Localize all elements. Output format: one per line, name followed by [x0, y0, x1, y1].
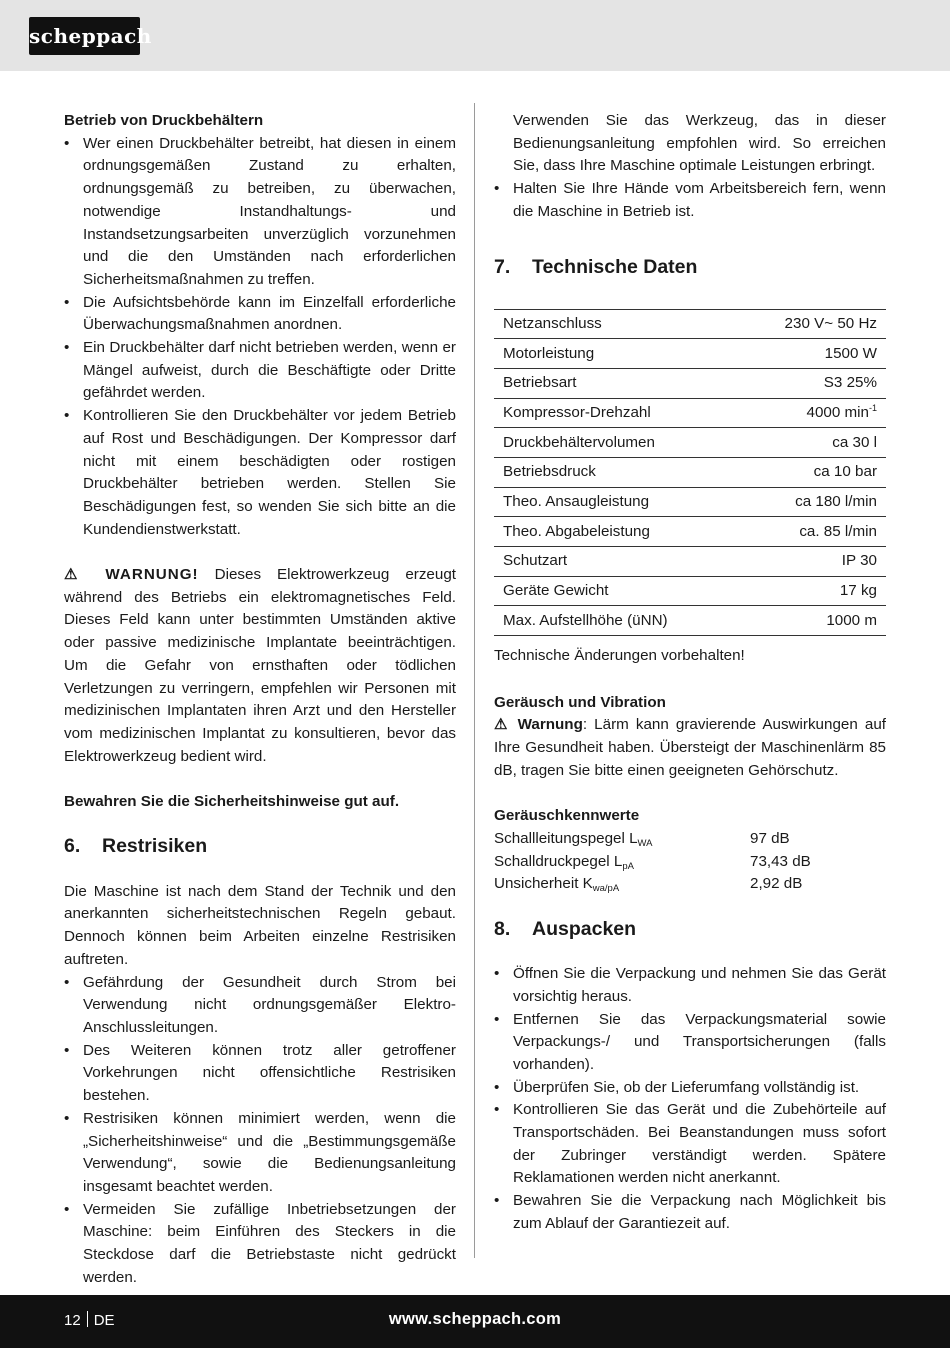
- tech-data-value: [738, 576, 886, 606]
- right-column: [494, 110, 886, 1236]
- tech-data-label: Betriebsdruck: [494, 457, 738, 487]
- tech-data-label: Max. Aufstellhöhe (üNN): [494, 606, 738, 636]
- tech-data-label: Geräte Gewicht: [494, 576, 738, 606]
- warning-label: Warnung: [517, 716, 583, 734]
- language-code: DE: [93, 1312, 115, 1329]
- left-column: [64, 110, 456, 1289]
- list-item: • Ein Druckbehälter darf nicht betrieben werden, wenn er Mängel aufweist, durch die Beschäftigte oder Dritte gefährdet werden.: [64, 337, 456, 405]
- tech-data-label: Netzanschluss: [494, 309, 738, 339]
- section-title: Auspacken: [532, 918, 637, 941]
- tech-data-value: [738, 368, 886, 398]
- tech-data-row: [494, 487, 886, 517]
- page-footer: [0, 1295, 950, 1348]
- warning-triangle-icon: ⚠: [494, 716, 518, 734]
- noise-values-title: Geräuschkennwerte: [494, 807, 640, 825]
- list-item: • Kontrollieren Sie das Gerät und die Zubehörteile auf Transportschäden. Bei Beanstandungen muss sofort der Zubringer verständigt werden. Spätere Reklamationen werden nicht anerkannt.: [494, 1099, 886, 1190]
- warning-triangle-icon: ⚠: [64, 566, 106, 584]
- tech-data-value: [738, 398, 886, 428]
- noise-value: 2,92 dB: [750, 875, 803, 893]
- list-item: • Kontrollieren Sie den Druckbehälter vor jedem Betrieb auf Rost und Beschädigungen. Der Kompressor darf nicht mit einem beschädigten oder rostigen Druckbehälter betrieben werden. Stellen Sie Beschädigungen fest, so wenden Sie sich bitte an die Kundendienstwerkstatt.: [64, 405, 456, 541]
- noise-value-label: [494, 851, 750, 874]
- noise-value-label: [494, 873, 750, 896]
- page-number-value: 12: [64, 1312, 81, 1329]
- value-text: 230 V~ 50 Hz: [784, 314, 877, 332]
- value-text: ca. 85 l/min: [799, 522, 877, 540]
- website-link[interactable]: www.scheppach.com: [388, 1310, 562, 1328]
- tech-data-row: [494, 576, 886, 606]
- section-6-intro: Die Maschine ist nach dem Stand der Technik und den anerkannten sicherheitstechnischen Regeln gebaut. Dennoch können beim Arbeiten einzelne Restrisiken auftreten.: [64, 882, 456, 968]
- tech-data-label: Kompressor-Drehzahl: [494, 398, 738, 428]
- list-item: • Des Weiteren können trotz aller getroffener Vorkehrungen nicht offensichtliche Restrisiken bestehen.: [64, 1040, 456, 1108]
- section-6-heading: [64, 833, 456, 859]
- continued-list: [494, 110, 886, 224]
- label-subscript: WA: [637, 837, 653, 849]
- noise-value-row: [494, 851, 886, 874]
- tech-data-label: Theo. Ansaugleistung: [494, 487, 738, 517]
- tech-data-row: [494, 428, 886, 458]
- tech-data-label: Theo. Abgabeleistung: [494, 517, 738, 547]
- noise-value-row: [494, 873, 886, 896]
- value-superscript: -1: [868, 402, 877, 413]
- tech-data-row: [494, 398, 886, 428]
- brand-logo: scheppach: [29, 17, 140, 55]
- noise-value-label: [494, 828, 750, 851]
- tech-data-row: [494, 517, 886, 547]
- tech-data-row: [494, 606, 886, 636]
- value-text: ca 180 l/min: [795, 492, 877, 510]
- tech-data-value: [738, 339, 886, 369]
- warning-text: Dieses Elektrowerkzeug erzeugt während des Betriebs ein elektromagnetisches Feld. Dieses Feld kann unter bestimmten Umständen aktive oder passive medizinische Implantate beeinträchtigen. Um die Gefahr von ernsthaften oder tödlichen Verletzungen zu verringern, empfehlen wir Personen mit medizinischen Implantaten ihren Arzt und den Hersteller vom medizinischen Implantat zu konsultieren, bevor das Elektrowerkzeug bedient wird.: [64, 566, 456, 765]
- tech-data-row: [494, 339, 886, 369]
- list-item: • Halten Sie Ihre Hände vom Arbeitsbereich fern, wenn die Maschine in Betrieb ist.: [494, 178, 886, 223]
- pressure-list: [64, 133, 456, 542]
- value-text: 1500 W: [824, 344, 877, 362]
- section-title: Technische Daten: [532, 255, 698, 278]
- emf-warning: [64, 564, 456, 768]
- column-divider: [474, 103, 475, 1258]
- value-text: IP 30: [841, 552, 877, 570]
- unpacking-list: [494, 963, 886, 1235]
- noise-value-row: [494, 828, 886, 851]
- section-number: 8.: [494, 918, 511, 941]
- list-item: • Die Aufsichtsbehörde kann im Einzelfall erforderliche Überwachungsmaßnahmen anordnen.: [64, 292, 456, 337]
- tech-changes-note: Technische Änderungen vorbehalten!: [494, 647, 745, 665]
- keep-instructions-notice: Bewahren Sie die Sicherheitshinweise gut auf.: [64, 793, 400, 811]
- tech-data-label: Motorleistung: [494, 339, 738, 369]
- tech-data-value: [738, 309, 886, 339]
- section-8-heading: [494, 916, 886, 942]
- label-subscript: wa/pA: [592, 883, 620, 895]
- tech-data-value: [738, 547, 886, 577]
- label-text: Schalldruckpegel L: [494, 852, 623, 870]
- value-text: 17 kg: [839, 582, 877, 600]
- tech-data-label: Druckbehältervolumen: [494, 428, 738, 458]
- label-text: Schallleitungspegel L: [494, 829, 638, 847]
- noise-warning: [494, 714, 886, 782]
- tech-data-value: [738, 606, 886, 636]
- tech-data-row: [494, 547, 886, 577]
- warning-text: : Lärm kann gravierende Auswirkungen auf Ihre Gesundheit haben. Übersteigt der Maschinenlärm 85 dB, tragen Sie bitte einen geeigneten Gehörschutz.: [494, 716, 887, 779]
- list-item: • Entfernen Sie das Verpackungsmaterial sowie Verpackungs-/ und Transportsicherungen (falls vorhanden).: [494, 1009, 886, 1077]
- value-text: ca 10 bar: [813, 463, 877, 481]
- value-text: 4000 min: [806, 403, 869, 421]
- section-7-heading: [494, 254, 886, 280]
- value-text: 1000 m: [826, 611, 877, 629]
- noise-value: 97 dB: [750, 829, 790, 847]
- noise-value: 73,43 dB: [750, 852, 811, 870]
- tech-data-label: Betriebsart: [494, 368, 738, 398]
- tech-data-label: Schutzart: [494, 547, 738, 577]
- tech-data-table: [494, 309, 886, 637]
- section-number: 7.: [494, 255, 511, 278]
- list-item: • Vermeiden Sie zufällige Inbetriebsetzungen der Maschine: beim Einführen des Steckers in die Steckdose darf die Betriebstaste nicht gedrückt werden.: [64, 1199, 456, 1290]
- list-item: • Gefährdung der Gesundheit durch Strom bei Verwendung nicht ordnungsgemäßer Elektro-Anschlussleitungen.: [64, 972, 456, 1040]
- list-item: • Öffnen Sie die Verpackung und nehmen Sie das Gerät vorsichtig heraus.: [494, 963, 886, 1008]
- tech-data-value: [738, 487, 886, 517]
- pressure-section-title: Betrieb von Druckbehältern: [64, 112, 264, 129]
- list-item-continued: [494, 110, 886, 178]
- tech-data-row: [494, 368, 886, 398]
- page-header: [0, 0, 950, 71]
- list-item: • Überprüfen Sie, ob der Lieferumfang vollständig ist.: [494, 1077, 886, 1100]
- tech-data-value: [738, 457, 886, 487]
- tech-data-row: [494, 457, 886, 487]
- list-item: • Bewahren Sie die Verpackung nach Möglichkeit bis zum Ablauf der Garantiezeit auf.: [494, 1190, 886, 1235]
- tech-data-row: [494, 309, 886, 339]
- warning-label: WARNUNG!: [105, 566, 199, 584]
- section-number: 6.: [64, 834, 81, 857]
- label-subscript: pA: [622, 860, 634, 872]
- list-item-text: Verwenden Sie das Werkzeug, das in dieser Bedienungsanleitung empfohlen wird. So erreichen Sie, dass Ihre Maschine optimale Leistungen erbringt.: [513, 112, 886, 175]
- tech-data-value: [738, 428, 886, 458]
- label-text: Unsicherheit K: [494, 875, 593, 893]
- residual-risk-list: [64, 972, 456, 1290]
- value-text: S3 25%: [823, 374, 877, 392]
- list-item: • Wer einen Druckbehälter betreibt, hat diesen in einem ordnungsgemäßen Zustand zu erhalten, ordnungsgemäß zu betreiben, zu überwachen, notwendige Instandhaltungs- und Instandsetzungsarbeiten unverzüglich vorzunehmen und die den Umständen nach erforderlichen Sicherheitsmaßnahmen zu treffen.: [64, 133, 456, 292]
- list-item: • Restrisiken können minimiert werden, wenn die „Sicherheitshinweise“ und die „Bestimmungsgemäße Verwendung“, sowie die Bedienungsanleitung insgesamt beachtet werden.: [64, 1108, 456, 1199]
- section-title: Restrisiken: [102, 834, 208, 857]
- noise-section-title: Geräusch und Vibration: [494, 693, 666, 711]
- tech-data-value: [738, 517, 886, 547]
- noise-values: [494, 828, 886, 896]
- value-text: ca 30 l: [832, 433, 877, 451]
